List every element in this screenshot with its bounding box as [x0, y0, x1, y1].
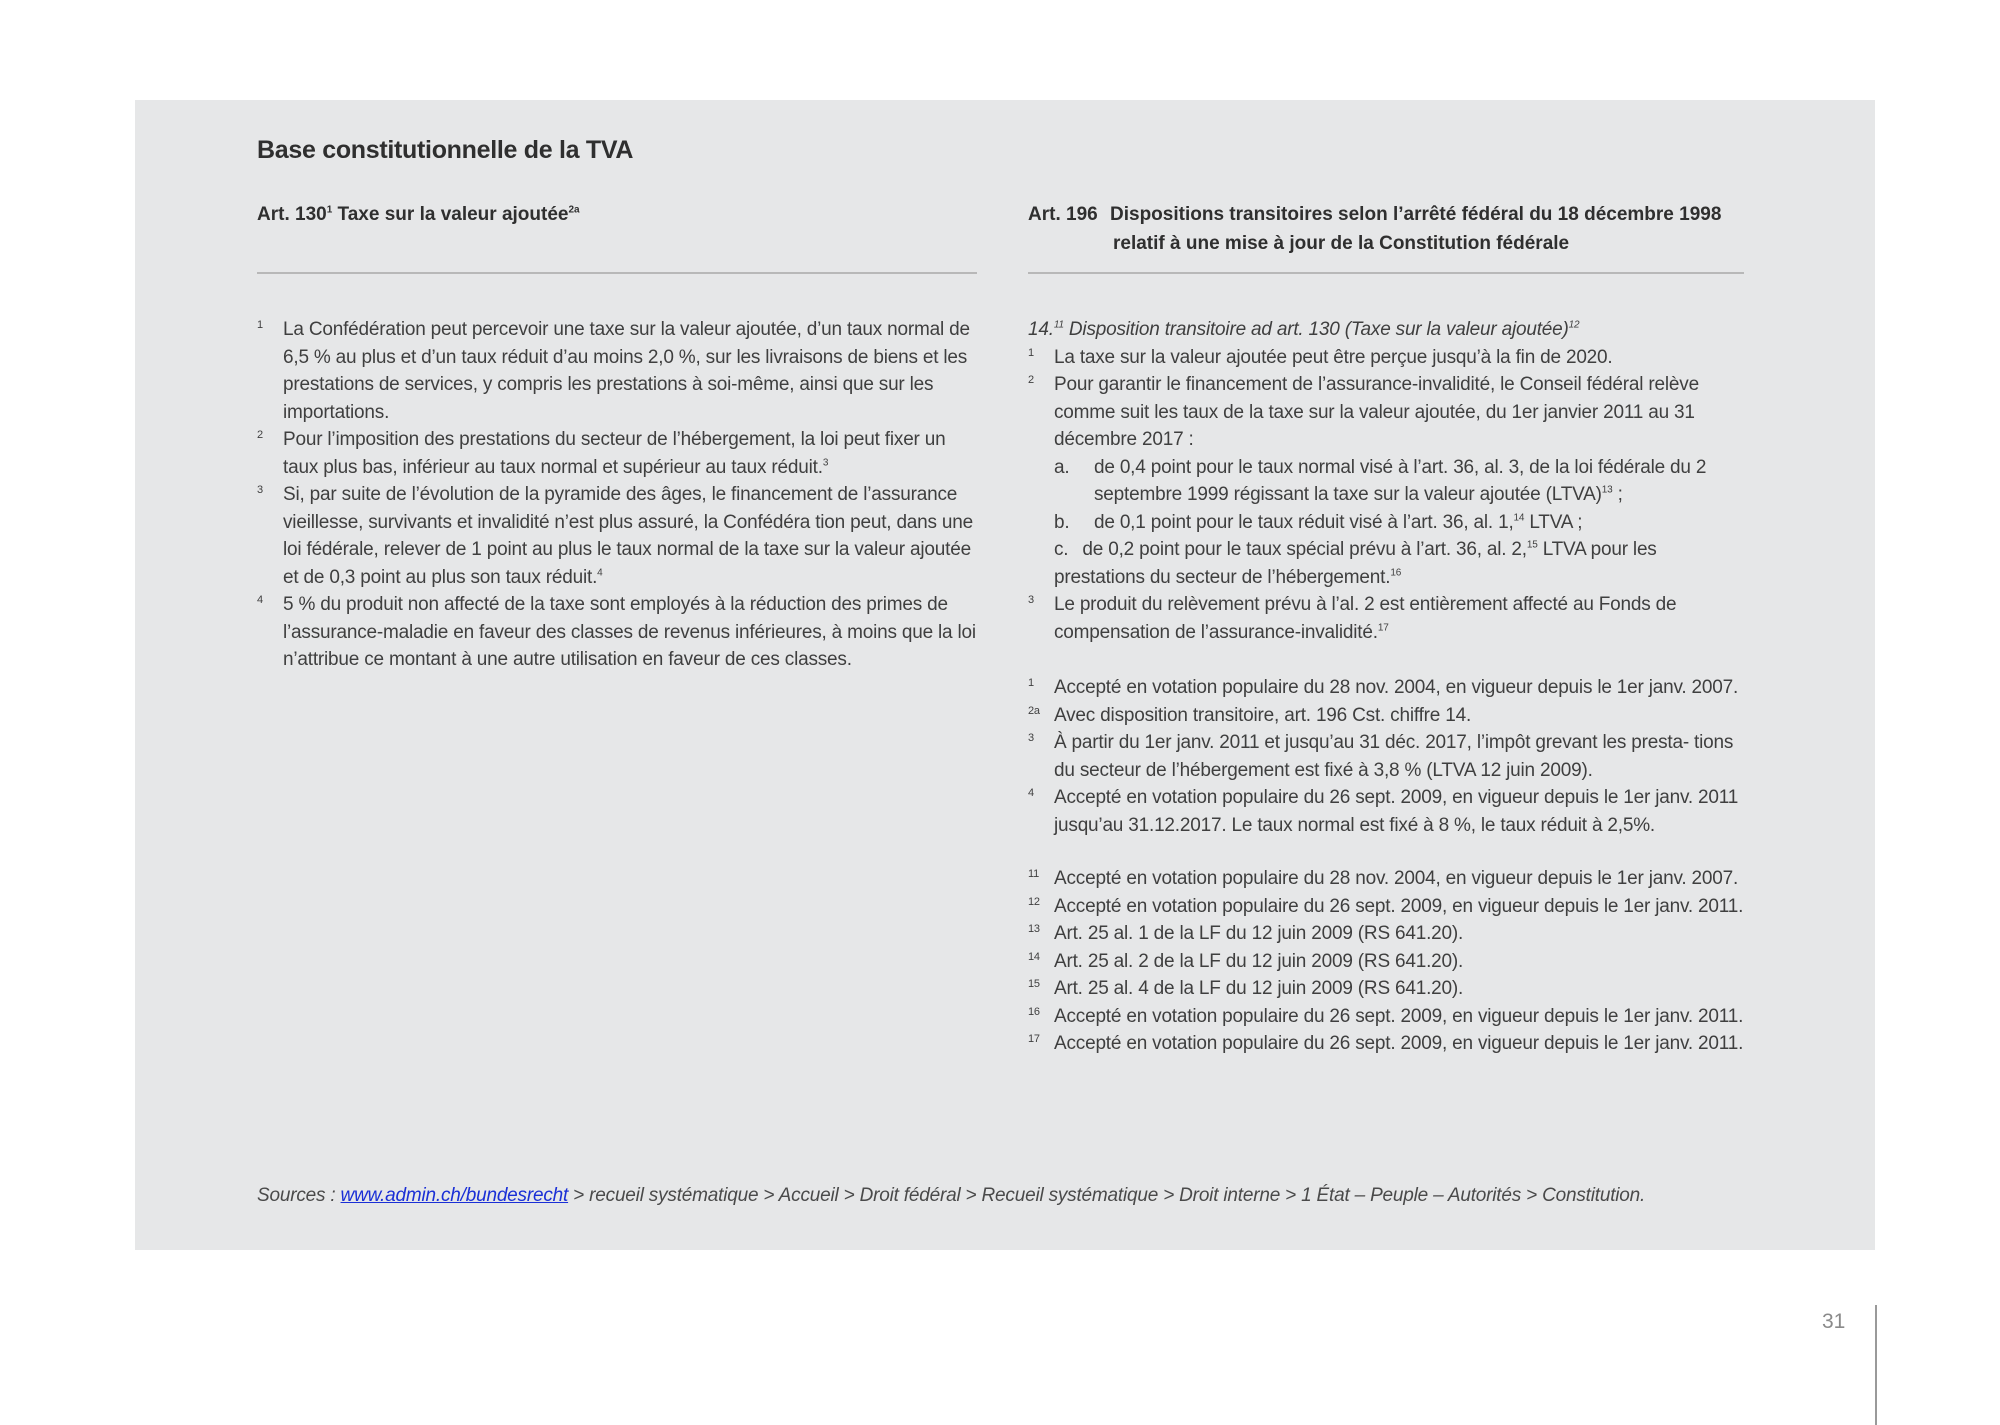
art-196-body [1028, 316, 1744, 1058]
page-number: 31 [1822, 1310, 1846, 1333]
paragraph-number: 2 [1028, 374, 1034, 386]
sources-link[interactable]: www.admin.ch/bundesrecht [340, 1185, 569, 1206]
footnote: 3 À partir du 1er janv. 2011 et jusqu’au 31 déc. 2017, l’impôt grevant les presta- tions du secteur de l’hébergement est fixé à 3,8 % (LTVA 12 juin 2009). [1028, 732, 1734, 781]
paragraph [257, 426, 977, 481]
footnotes-group-2 [1028, 865, 1744, 1058]
footnote: 15 Art. 25 al. 4 de la LF du 12 juin 2009 (RS 641.20). [1028, 978, 1464, 999]
sub-item: b. de 0,1 point pour le taux réduit visé à l’art. 36, al. 1,14 LTVA ; [1028, 509, 1744, 537]
art-130-body [257, 316, 977, 674]
paragraph-text: La Confédération peut percevoir une taxe sur la valeur ajoutée, d’un taux normal de 6,5 % au plus et d’un taux réduit d’au moins 2,0 %, sur les livraisons de biens et les prestations de services, y compris les prestations à soi-même, ainsi que sur les importations. [283, 319, 970, 423]
paragraph-text: Le produit du relèvement prévu à l’al. 2 est entièrement affecté au Fonds de compensation de l’assurance-invalidité. [1054, 594, 1677, 643]
paragraph-number: 4 [257, 594, 263, 606]
sub-item: a. de 0,4 point pour le taux normal visé à l’art. 36, al. 3, de la loi fédérale du 2 septembre 1999 régissant la taxe sur la valeur ajoutée (LTVA)$^{13}$ ; [1028, 454, 1744, 509]
footnote-ref: 2a [568, 204, 580, 216]
transitional-provision-title: 14.11 Disposition transitoire ad art. 130 (Taxe sur la valeur ajoutée)$^{12}$ [1028, 319, 1580, 340]
art-130-heading [257, 200, 977, 258]
footnote: 1 Accepté en votation populaire du 28 nov. 2004, en vigueur depuis le 1er janv. 2007. [1028, 677, 1739, 698]
paragraph-text: Pour l’imposition des prestations du secteur de l’hébergement, la loi peut fixer un taux plus bas, inférieur au taux normal et supérieur au taux réduit. [283, 429, 946, 478]
content-panel [135, 100, 1875, 1250]
footnote-ref: 3 [822, 457, 829, 469]
footnote: 12 Accepté en votation populaire du 26 sept. 2009, en vigueur depuis le 1er janv. 2011. [1028, 895, 1744, 917]
sub-item-letter: b. [1054, 511, 1070, 533]
paragraph-text: Si, par suite de l’évolution de la pyramide des âges, le financement de l’assurance vieillesse, survivants et invalidité n’est plus assuré, la Confédéra tion peut, dans une loi fédérale, relever de 1 point au plus le taux normal de la taxe sur la valeur ajoutée et de 0,3 point au plus son taux réduit. [283, 484, 974, 588]
paragraph [257, 591, 977, 674]
footnote: 11 Accepté en votation populaire du 28 nov. 2004, en vigueur depuis le 1er janv. 2007. [1028, 868, 1739, 889]
paragraph [1028, 371, 1744, 454]
footnote-ref: 4 [597, 567, 603, 579]
paragraph-number: 3 [257, 484, 263, 496]
paragraph-number: 3 [1028, 594, 1034, 606]
paragraph [257, 481, 977, 591]
footnote: 16 Accepté en votation populaire du 26 sept. 2009, en vigueur depuis le 1er janv. 2011. [1028, 1005, 1744, 1027]
paragraph-text: Pour garantir le financement de l’assurance-invalidité, le Conseil fédéral relève comme suit les taux de la taxe sur la valeur ajoutée, du 1er janvier 2011 au 31 décembre 2017 : [1054, 374, 1699, 450]
page-title: Base constitutionnelle de la TVA [257, 136, 634, 164]
sub-item-letter: a. [1054, 456, 1070, 478]
footnotes-group-1 [1028, 674, 1744, 839]
sub-item-letter: c. [1054, 539, 1069, 560]
paragraph-number: 1 [1028, 346, 1034, 359]
paragraph-number: 1 [257, 319, 263, 331]
footnote: 2a Avec disposition transitoire, art. 196 Cst. chiffre 14. [1028, 704, 1472, 726]
right-column [1028, 200, 1744, 1058]
footnote: 14 Art. 25 al. 2 de la LF du 12 juin 2009 (RS 641.20). [1028, 950, 1464, 972]
paragraph-text: La taxe sur la valeur ajoutée peut être perçue jusqu’à la fin de 2020. [1054, 346, 1613, 368]
sources-line: Sources : www.admin.ch/bundesrecht > recueil systématique > Accueil > Droit fédéral > Recueil systématique > Droit interne > 1 État – Peuple – Autorités > Constitution. [257, 1185, 1646, 1206]
footnote-ref: 1 [326, 204, 333, 216]
footnote: 17 Accepté en votation populaire du 26 sept. 2009, en vigueur depuis le 1er janv. 2011. [1028, 1033, 1744, 1054]
heading-rule [257, 272, 977, 274]
paragraph: 3 Le produit du relèvement prévu à l’al. 2 est entièrement affecté au Fonds de compensation de l’assurance-invalidité.$^{17}$ [1028, 591, 1744, 646]
art-number: Art. 130 [257, 204, 327, 225]
art-196-heading [1028, 200, 1744, 258]
paragraph-number: 2 [257, 429, 263, 441]
footnote: 4 Accepté en votation populaire du 26 sept. 2009, en vigueur depuis le 1er janv. 2011 jusqu’au 31.12.2017. Le taux normal est fixé à 8 %, le taux réduit à 2,5%. [1028, 787, 1739, 836]
page-edge-rule [1875, 1305, 1877, 1425]
paragraph-text: 5 % du produit non affecté de la taxe sont employés à la réduction des primes de l’assurance-maladie en faveur des classes de revenus inférieures, à moins que la loi n’attribue ce montant à une autre utilisation en faveur de ces classes. [283, 594, 976, 670]
paragraph [1028, 344, 1744, 372]
sub-item: c. de 0,2 point pour le taux spécial prévu à l’art. 36, al. 2,15 LTVA pour les prestations du secteur de l’hébergement.$^{16}$ [1054, 539, 1657, 588]
art-title-line1: Dispositions transitoires selon l’arrêté fédéral du 18 décembre 1998 [1110, 204, 1722, 225]
art-title-line2: relatif à une mise à jour de la Constitution fédérale [1113, 233, 1570, 254]
footnote: 13 Art. 25 al. 1 de la LF du 12 juin 2009 (RS 641.20). [1028, 923, 1464, 944]
heading-rule [1028, 272, 1744, 274]
left-column [257, 200, 977, 674]
art-title: Taxe sur la valeur ajoutée [337, 204, 569, 225]
paragraph [257, 316, 977, 426]
art-number: Art. 196 [1028, 204, 1098, 225]
